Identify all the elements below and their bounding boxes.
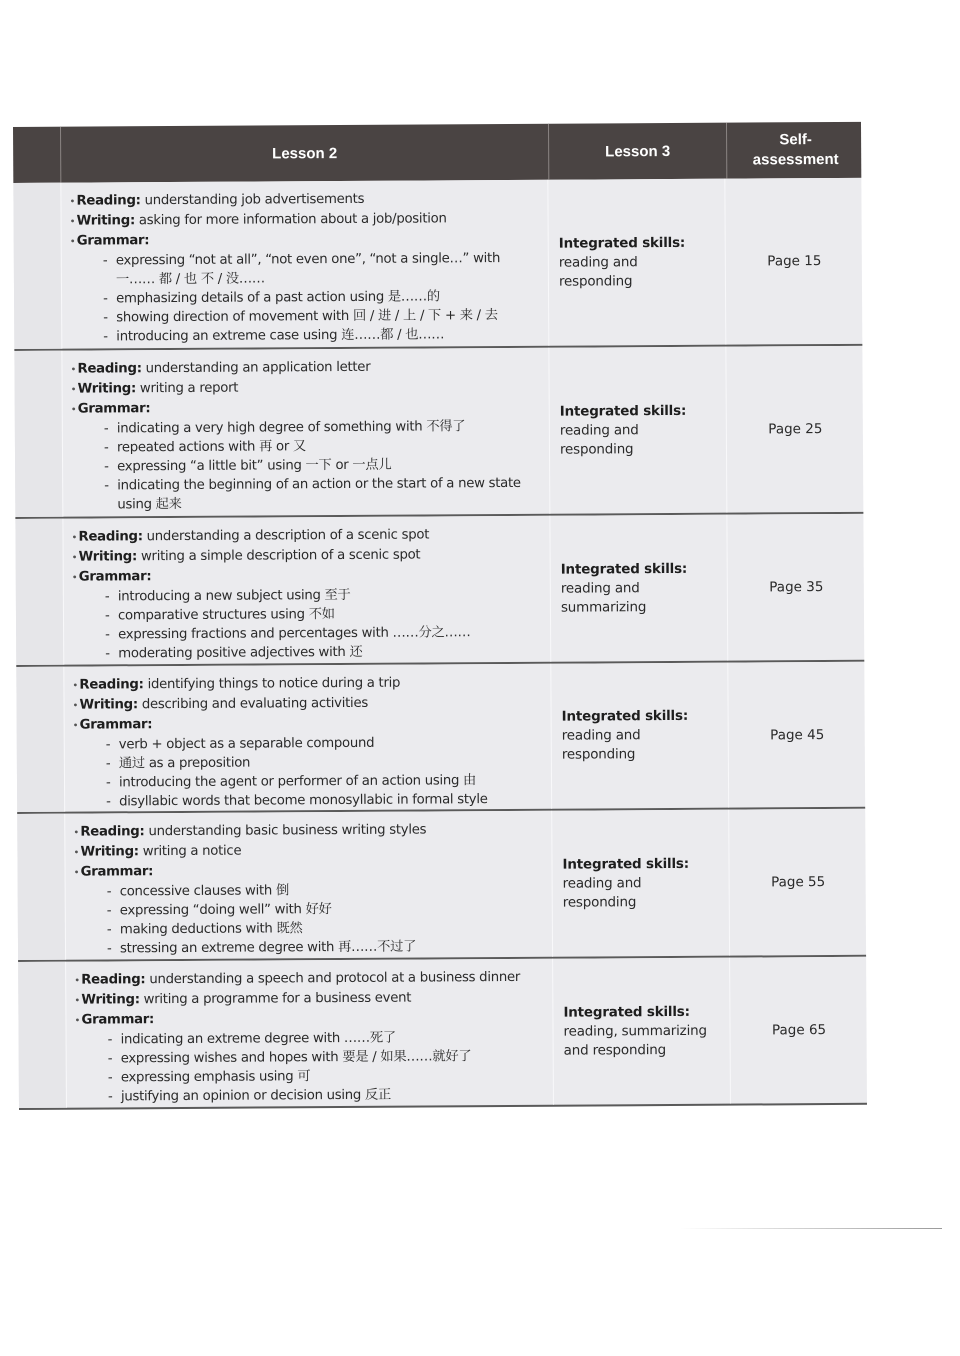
self-assessment-cell [724, 178, 863, 345]
reading-text: understanding a description of a scenic spot [142, 527, 430, 545]
grammar-label: Grammar: [81, 1012, 155, 1028]
table-row [16, 662, 865, 814]
page-reference: Page 15 [767, 253, 822, 270]
lesson-2-cell [65, 959, 553, 1108]
integrated-skills-text: reading and responding [559, 421, 639, 458]
dash-icon: - [103, 291, 108, 307]
grammar-point-text: indicating a very high degree of something with 不得了 [116, 419, 466, 437]
page-reference: Page 25 [768, 421, 823, 438]
dash-icon: - [105, 737, 111, 753]
reading-label: Reading: [77, 361, 142, 377]
bullet-icon: • [74, 975, 80, 987]
grammar-list [72, 585, 542, 664]
dash-icon: - [104, 608, 110, 624]
table-row [13, 178, 862, 351]
bullet-icon: • [74, 1015, 81, 1027]
contents-table [13, 122, 867, 1110]
bullet-icon: • [69, 236, 76, 248]
bullet-icon: • [73, 847, 80, 859]
scan-artifact-line [680, 1228, 942, 1229]
table-row [17, 809, 866, 962]
grammar-point-text: indicating an extreme degree with ……死了 [120, 1030, 396, 1048]
grammar-list [75, 1028, 545, 1107]
grammar-point [74, 937, 544, 959]
writing-label: Writing: [79, 697, 138, 713]
page-reference: Page 55 [771, 874, 826, 891]
reading-text: understanding basic business writing styles [144, 822, 427, 840]
grammar-point-text: introducing an extreme case using 连……都 / 也…… [116, 327, 445, 345]
lesson-2-cell [60, 180, 548, 349]
row-unit-cell [18, 962, 66, 1108]
lesson-3-cell [552, 958, 730, 1105]
bullet-icon: • [72, 680, 79, 692]
grammar-point-text: making deductions with 既然 [119, 921, 303, 938]
header-self-assessment [726, 122, 864, 179]
bullet-icon: • [71, 552, 78, 564]
reading-item [74, 968, 544, 991]
table-body [13, 178, 867, 1110]
integrated-skills-label: Integrated skills: [562, 855, 689, 873]
dash-icon: - [104, 478, 109, 494]
header-blank [13, 127, 60, 183]
bullet-icon: • [73, 827, 79, 839]
grammar-point-text: emphasizing details of a past action using 是……的 [116, 289, 440, 307]
dash-icon: - [106, 794, 111, 810]
row-unit-cell [17, 814, 65, 960]
writing-text: describing and evaluating activities [137, 695, 368, 713]
grammar-point [70, 325, 540, 347]
lesson-2-cell [61, 348, 549, 517]
lesson-2-cell [64, 811, 552, 960]
lesson-3-cell [549, 515, 727, 662]
dash-icon: - [105, 646, 110, 662]
grammar-point-text: expressing “not at all”, “not even one”, “not a single…” with 一…… 都 / 也 不 / 没…… [115, 251, 501, 288]
dash-icon: - [103, 440, 109, 456]
grammar-list [73, 733, 543, 812]
grammar-label: Grammar: [80, 864, 154, 880]
grammar-point-text: expressing wishes and hopes with 要是 / 如果……就好了 [120, 1049, 472, 1067]
row-unit-cell [15, 519, 63, 665]
dash-icon: - [103, 421, 109, 437]
grammar-point-text: introducing a new subject using 至于 [117, 587, 351, 605]
grammar-point-text: 通过 as a preposition [118, 755, 251, 772]
dash-icon: - [107, 1051, 113, 1067]
dash-icon: - [105, 775, 111, 791]
grammar-point-text: concessive clauses with 倒 [119, 883, 289, 900]
grammar-point [75, 1085, 545, 1107]
integrated-skills-label: Integrated skills: [563, 1003, 690, 1021]
writing-label: Writing: [81, 992, 140, 1008]
integrated-skills-text: reading and responding [561, 727, 641, 763]
lesson-2-cell [63, 664, 551, 812]
self-assessment-cell [726, 514, 865, 661]
bullet-icon: • [69, 196, 76, 208]
grammar-point-text: verb + object as a separable compound [118, 735, 375, 753]
reading-text: understanding an application letter [141, 359, 371, 377]
grammar-point-text: disyllabic words that become monosyllabic in formal style [119, 792, 488, 810]
integrated-skills-text: reading and summarizing [560, 579, 647, 616]
grammar-point [70, 306, 540, 328]
reading-text: identifying things to notice during a trip [143, 675, 401, 693]
header-self-assessment-line1: Self- [779, 131, 812, 149]
dash-icon: - [106, 884, 112, 900]
dash-icon: - [103, 310, 108, 326]
writing-text: asking for more information about a job/position [134, 211, 447, 229]
reading-label: Reading: [76, 193, 141, 209]
grammar-point-text: showing direction of movement with 回 / 进 / 上 / 下 + 来 / 去 [116, 308, 498, 326]
row-unit-cell [14, 351, 62, 517]
self-assessment-cell [725, 346, 864, 513]
grammar-point-text: indicating the beginning of an action or the start of a new state using 起来 [117, 475, 521, 513]
dash-icon: - [104, 459, 109, 475]
writing-text: writing a simple description of a scenic spot [136, 547, 421, 565]
grammar-list [70, 249, 541, 347]
writing-text: writing a report [135, 380, 239, 397]
bullet-icon: • [72, 720, 79, 732]
grammar-label: Grammar: [77, 401, 151, 417]
bullet-icon: • [73, 867, 80, 879]
dash-icon: - [105, 756, 111, 772]
reading-label: Reading: [81, 972, 146, 988]
integrated-skills-text: reading and responding [558, 253, 638, 290]
grammar-point-text: expressing “a little bit” using 一下 or 一点儿 [117, 457, 392, 475]
bullet-icon: • [74, 995, 80, 1007]
bullet-icon: • [69, 216, 76, 228]
bullet-icon: • [71, 572, 78, 584]
grammar-point [73, 790, 543, 812]
grammar-label: Grammar: [79, 717, 153, 733]
grammar-point-text: expressing fractions and percentages with ……分之…… [118, 625, 471, 643]
grammar-list [74, 880, 544, 959]
grammar-point-text: repeated actions with 再 or 又 [116, 439, 306, 456]
dash-icon: - [107, 1070, 113, 1086]
dash-icon: - [106, 922, 112, 938]
integrated-skills-text: reading, summarizing and responding [563, 1022, 707, 1059]
writing-label: Writing: [80, 844, 139, 860]
dash-icon: - [104, 589, 110, 605]
dash-icon: - [107, 1089, 113, 1105]
bullet-icon: • [71, 532, 78, 544]
reading-label: Reading: [80, 824, 145, 840]
integrated-skills-label: Integrated skills: [561, 707, 689, 725]
integrated-skills-text: reading and responding [562, 874, 642, 911]
dash-icon: - [106, 903, 112, 919]
grammar-point-text: introducing the agent or performer of an action using 由 [118, 773, 477, 791]
writing-text: writing a notice [138, 843, 242, 860]
grammar-point-text: moderating positive adjectives with 还 [118, 644, 363, 662]
reading-label: Reading: [79, 677, 144, 693]
bullet-icon: • [70, 384, 77, 396]
lesson-3-cell [550, 663, 728, 809]
lesson-3-cell [548, 347, 726, 514]
dash-icon: - [106, 941, 112, 957]
row-unit-cell [13, 183, 61, 349]
bullet-icon: • [70, 364, 77, 376]
table-row [14, 346, 863, 519]
writing-label: Writing: [76, 213, 135, 229]
lesson-2-cell [62, 516, 550, 665]
row-unit-cell [16, 667, 64, 812]
page-reference: Page 65 [771, 1022, 827, 1039]
writing-label: Writing: [78, 549, 138, 565]
lesson-3-cell [547, 179, 725, 346]
header-lesson-2: Lesson 2 [60, 124, 548, 183]
table-row [18, 957, 867, 1110]
reading-label: Reading: [78, 529, 143, 545]
dash-icon: - [107, 1032, 113, 1048]
grammar-point-text: expressing “doing well” with 好好 [119, 902, 332, 919]
bullet-icon: • [70, 404, 77, 416]
self-assessment-cell [728, 809, 867, 956]
page-reference: Page 45 [770, 726, 825, 743]
dash-icon: - [105, 627, 110, 643]
header-self-assessment-line2: assessment [752, 150, 839, 169]
table-row [15, 514, 864, 667]
writing-label: Writing: [77, 381, 137, 397]
grammar-list [71, 417, 542, 515]
bullet-icon: • [72, 700, 79, 712]
grammar-point-text: comparative structures using 不如 [117, 607, 335, 624]
self-assessment-cell [729, 957, 868, 1104]
lesson-3-cell [551, 810, 729, 957]
dash-icon: - [103, 329, 108, 345]
integrated-skills-label: Integrated skills: [560, 560, 688, 578]
page-reference: Page 35 [769, 579, 824, 596]
grammar-point [70, 249, 540, 290]
dash-icon: - [102, 253, 108, 269]
integrated-skills-label: Integrated skills: [559, 402, 687, 420]
grammar-point [71, 474, 541, 515]
reading-text: understanding a speech and protocol at a business dinner [145, 969, 521, 988]
grammar-point-text: justifying an opinion or decision using 反正 [120, 1087, 392, 1105]
grammar-point [72, 642, 542, 664]
writing-text: writing a programme for a business event [139, 990, 412, 1008]
table-header [13, 122, 861, 183]
self-assessment-cell [727, 662, 866, 808]
reading-text: understanding job advertisements [140, 191, 365, 209]
grammar-point-text: stressing an extreme degree with 再……不过了 [119, 939, 417, 957]
grammar-point-text: expressing emphasis using 可 [120, 1069, 311, 1086]
header-lesson-3: Lesson 3 [548, 123, 726, 180]
grammar-label: Grammar: [76, 233, 150, 249]
grammar-label: Grammar: [78, 569, 152, 585]
integrated-skills-label: Integrated skills: [558, 234, 686, 252]
